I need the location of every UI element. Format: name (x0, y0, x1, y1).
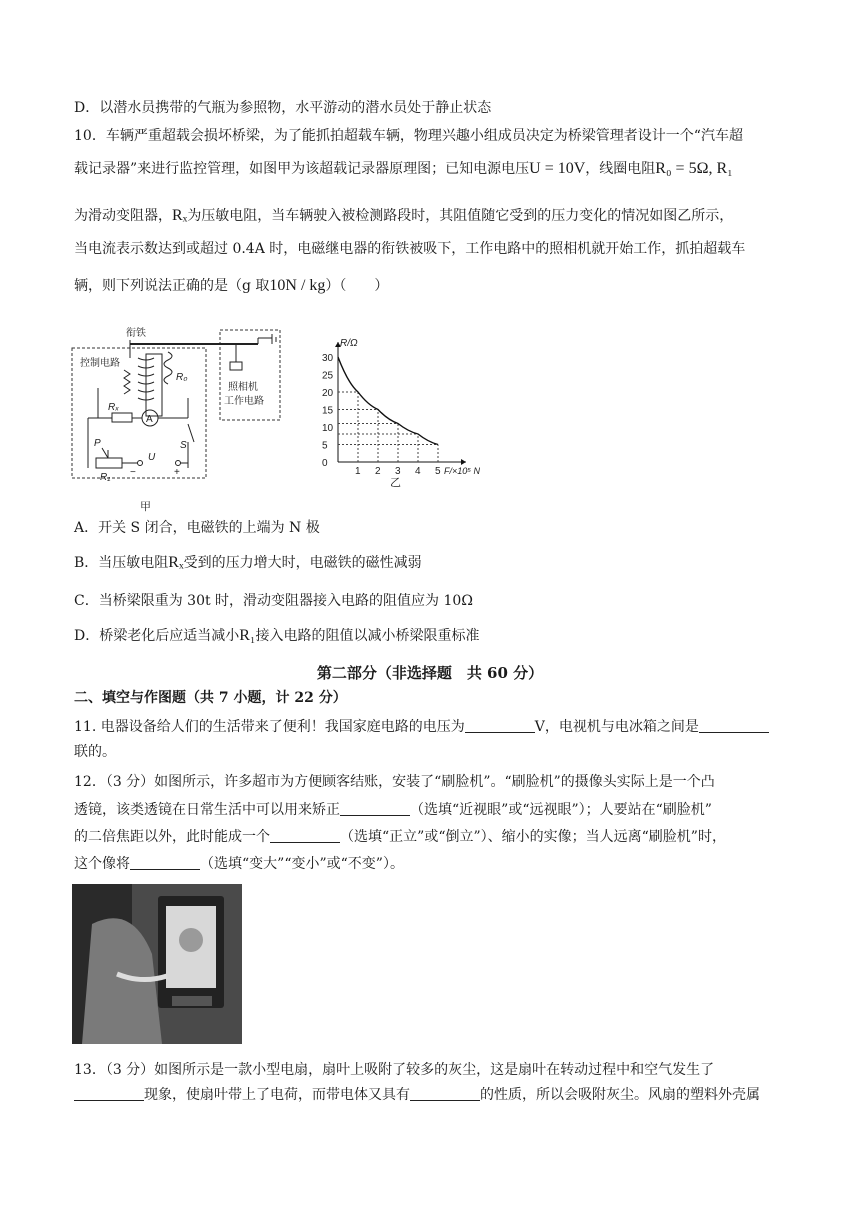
q10-option-b-rx: Rₓ (168, 554, 184, 571)
chart-x-tick-label: 1 (355, 466, 361, 477)
q13-blank-phenomenon[interactable] (74, 1086, 144, 1101)
face-scan-machine-photo (72, 884, 242, 1044)
r1-label: R₁ (100, 472, 111, 483)
chart-y-tick-label: 5 (322, 440, 328, 452)
part-two-title: 第二部分（非选择题 共 60 分） (316, 664, 544, 682)
q10-line-5-post: ）（ ） (325, 278, 389, 294)
q13-line-2 (74, 1085, 760, 1105)
resistance-force-chart (312, 330, 482, 490)
q11-part-1: 11. 电器设备给人们的生活带来了便利！我国家庭电路的电压为 (74, 719, 465, 735)
q13-line-2-b: 的性质，所以会吸附灰尘。风扇的塑料外壳属 (480, 1087, 760, 1103)
chart-x-tick-label: 3 (395, 466, 401, 477)
control-circuit-label: 控制电路 (80, 358, 120, 369)
q12-blank-eye[interactable] (340, 801, 410, 816)
q11-line-1 (74, 717, 769, 737)
q12-line-1: 12．（3 分）如图所示，许多超市为方便顾客结账，安装了“刷脸机”。“刷脸机”的摄像头实际上是一个凸 (74, 774, 715, 790)
q9-option-d: D．以潜水员携带的气瓶为参照物，水平游动的潜水员处于静止状态 (74, 100, 492, 116)
q10-option-b-pre: B．当压敏电阻 (74, 555, 169, 571)
face-on-screen (179, 928, 203, 952)
chart-y-tick-label: 0 (322, 458, 328, 469)
q10-line-3-pre: 为滑动变阻器， (74, 208, 172, 224)
q10-option-b-post: 受到的压力增大时，电磁铁的磁性减弱 (183, 555, 422, 571)
chart-tick-labels (322, 353, 441, 477)
face-scan-photo-drawing (72, 884, 242, 1044)
q11-blank-connection[interactable] (699, 718, 769, 733)
figure-caption-yi: 乙 (390, 477, 401, 489)
chart-x-tick-label: 2 (375, 466, 381, 477)
q11-part-2: V，电视机与电冰箱之间是 (534, 719, 699, 735)
chart-y-axis-label: R/Ω (340, 338, 358, 349)
r0-coil (164, 352, 172, 384)
q12-blank-orientation[interactable] (270, 828, 340, 843)
q11-line-2: 联的。 (74, 744, 116, 760)
ammeter-label: A (146, 414, 153, 425)
q12-line-4 (74, 854, 404, 874)
q10-option-d (74, 626, 479, 646)
q10-line-2-mid: ，线圈电阻 (585, 161, 656, 177)
p-label: P (94, 438, 101, 449)
chart-y-tick-label: 10 (322, 423, 334, 434)
electromagnet-core (146, 354, 162, 416)
q10-line-5-pre: 辆，则下列说法正确的是（g 取 (74, 278, 270, 294)
minus-label: − (130, 467, 136, 478)
q10-line-2-text: 载记录器”来进行监控管理，如图甲为该超载记录器原理图；已知电源电压 (74, 161, 530, 177)
switch-label: S (180, 440, 187, 451)
chart-axes (335, 342, 466, 465)
chart-x-tick-label: 4 (415, 466, 421, 477)
terminal-plus (176, 461, 181, 466)
q10-line-2 (74, 159, 733, 179)
spring (124, 370, 130, 394)
chart-x-arrow (461, 459, 466, 465)
q10-option-d-r1: R₁ (239, 627, 256, 644)
q10-rx-symbol: Rₓ (172, 207, 188, 224)
voltage-label: U (148, 452, 156, 463)
chart-y-tick-label: 15 (322, 405, 334, 417)
q13-blank-property[interactable] (410, 1086, 480, 1101)
q12-line-3 (74, 827, 726, 847)
q10-option-a: A．开关 S 闭合，电磁铁的上端为 N 极 (74, 520, 320, 536)
chart-y-tick-label: 30 (322, 353, 334, 364)
q12-line-2-a: 透镜，该类透镜在日常生活中可以用来矫正 (74, 802, 340, 818)
r0-label: R₀ (176, 372, 188, 383)
rx-resistor (112, 413, 132, 422)
q10-option-d-post: 接入电路的阻值以减小桥梁限重标准 (255, 628, 480, 644)
chart-x-tick-label: 5 (435, 466, 441, 477)
q10-option-d-pre: D．桥梁老化后应适当减小 (74, 628, 240, 644)
q13-line-1: 13．（3 分）如图所示是一款小型电扇，扇叶上吸附了较多的灰尘，这是扇叶在转动过程中和空气发生了 (74, 1062, 715, 1078)
q10-line-3 (74, 206, 733, 226)
chart-y-tick-label: 25 (322, 370, 334, 382)
machine-base (172, 996, 212, 1006)
q12-line-3-a: 的二倍焦距以外，此时能成一个 (74, 829, 270, 845)
q10-gravity-formula: 10N / kg (269, 277, 326, 294)
work-circuit-label: 工作电路 (224, 396, 264, 407)
q10-resistance-formula: R₀ = 5Ω, R₁ (655, 160, 733, 177)
plus-label: + (174, 467, 180, 478)
chart-series-line (338, 357, 438, 445)
q13-line-2-a: 现象，使扇叶带上了电荷，而带电体又具有 (144, 1087, 410, 1103)
q12-line-4-b: （选填“变大”“变小”或“不变”）。 (200, 856, 404, 872)
switch-s (188, 424, 194, 442)
q11-blank-voltage[interactable] (465, 718, 535, 733)
q10-line-5 (74, 276, 388, 296)
chart-gridlines (338, 392, 438, 462)
q12-blank-image-size[interactable] (130, 855, 200, 870)
section-two-heading: 二、填空与作图题（共 7 小题，计 22 分） (74, 690, 347, 706)
q10-line-3-post: 为压敏电阻，当车辆驶入被检测路段时，其阻值随它受到的压力变化的情况如图乙所示， (187, 208, 734, 224)
camera-label: 照相机 (228, 382, 258, 393)
q10-option-c: C．当桥梁限重为 30t 时，滑动变阻器接入电路的阻值应为 10Ω (74, 593, 473, 609)
q12-line-2-b: （选填“近视眼”或“远视眼”）；人要站在“刷脸机” (410, 802, 712, 818)
r1-rheostat (96, 458, 122, 468)
armature-label: 衔铁 (126, 328, 146, 339)
camera-box (230, 362, 242, 370)
q12-line-3-b: （选填“正立”或“倒立”）、缩小的实像；当人远离“刷脸机”时， (340, 829, 726, 845)
chart-x-axis-label: F/×10⁵ N (444, 466, 481, 476)
q10-voltage-formula: U = 10V (529, 160, 586, 177)
terminal-minus (138, 461, 143, 466)
figure-caption-jia: 甲 (140, 501, 151, 513)
q10-option-b (74, 553, 422, 573)
rx-label: Rₓ (108, 402, 120, 413)
q10-line-4: 当电流表示数达到或超过 0.4A 时，电磁继电器的衔铁被吸下，工作电路中的照相机就开始工作，抓拍超载车 (74, 241, 746, 257)
circuit-diagram (68, 318, 288, 518)
q10-line-1: 10．车辆严重超载会损坏桥梁，为了能抓拍超载车辆，物理兴趣小组成员决定为桥梁管理者设计一个“汽车超 (74, 128, 743, 144)
chart-y-tick-label: 20 (322, 388, 334, 399)
q12-line-4-a: 这个像将 (74, 856, 130, 872)
slider-arrow (102, 448, 108, 458)
q12-line-2 (74, 800, 712, 820)
